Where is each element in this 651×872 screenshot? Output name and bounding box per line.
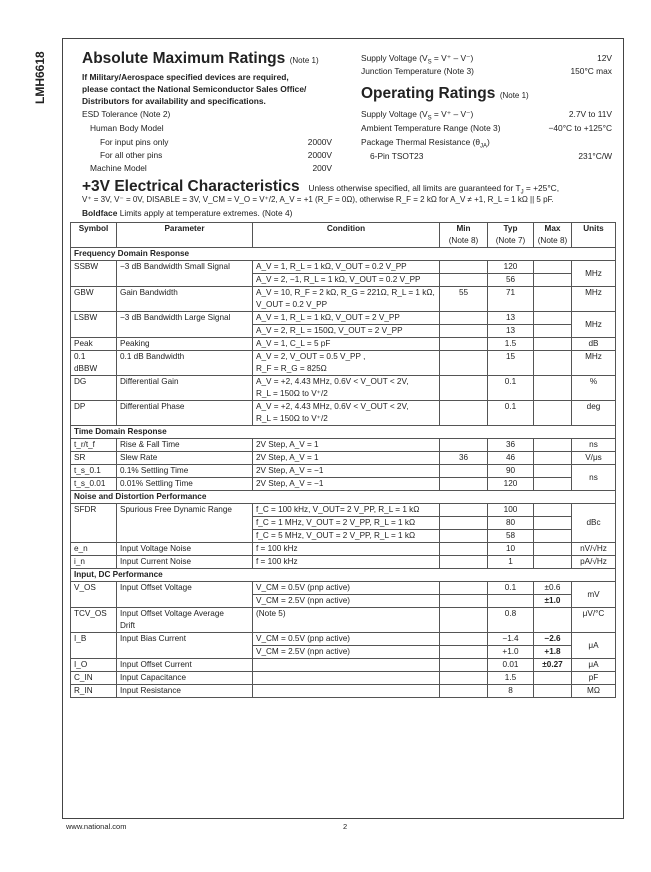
military-notice: If Military/Aerospace specified devices are required, please contact the National Semiconductor Sales Office/ Distributors for availability and specifications. [82,72,307,106]
table-row: Peak Peaking A_V = 1, C_L = 5 pF 1.5 dB [71,338,616,351]
table-row: SFDR Spurious Free Dynamic Range f_C = 100 kHz, V_OUT= 2 V_PP, R_L = 1 kΩ 100 dBc [71,504,616,517]
table-row: LSBW −3 dB Bandwidth Large Signal A_V = 1, R_L = 1 kΩ, V_OUT = 2 V_PP 13 MHz [71,312,616,325]
op-heading: Operating Ratings (Note 1) [361,85,529,102]
table-row: I_O Input Offset Current 0.01 ±0.27 μA [71,659,616,672]
section-row: Time Domain Response [71,426,616,439]
table-row: t_s_0.1 0.1% Settling Time 2V Step, A_V = −1 90 ns [71,465,616,478]
op-supply-value: 2.7V to 11V [568,109,612,119]
side-part-label: LMH6618 [33,51,47,104]
tsot-label: 6-Pin TSOT23 [370,151,424,161]
tsot-value: 231°C/W [578,151,612,161]
hbm-label: Human Body Model [90,123,164,133]
table-row: I_B Input Bias Current V_CM = 0.5V (pnp active) −1.4 −2.6 μA [71,633,616,646]
abs-supply-value: 12V [597,53,612,63]
esd-label: ESD Tolerance (Note 2) [82,109,171,119]
input-pins-value: 2000V [307,137,332,147]
section-row: Input, DC Performance [71,569,616,582]
footer-site: www.national.com [66,822,127,831]
table-row: f_C = 5 MHz, V_OUT = 2 V_PP, R_L = 1 kΩ 58 [71,530,616,543]
abs-supply-label: Supply Voltage $(V_S = V^+ - V^-)$ [361,53,474,66]
table-row: f_C = 1 MHz, V_OUT = 2 V_PP, R_L = 1 kΩ 80 [71,517,616,530]
machine-model-value: 200V [312,163,332,173]
table-row: e_n Input Voltage Noise f = 100 kHz 10 nV/√Hz [71,543,616,556]
page-number: 2 [343,822,348,831]
table-row: R_IN Input Resistance 8 MΩ [71,685,616,698]
tj-value: 150°C max [570,66,612,76]
other-pins-label: For all other pins [100,150,163,160]
table-row: C_IN Input Capacitance 1.5 pF [71,672,616,685]
table-row: GBW Gain Bandwidth A_V = 10, R_F = 2 kΩ, R_G = 221Ω, R_L = 1 kΩ, V_OUT = 0.2 V_PP 55 71 MHz [71,287,616,312]
table-row: A_V = 2, R_L = 150Ω, V_OUT = 2 V_PP 13 [71,325,616,338]
table-row: V_CM = 2.5V (npn active) +1.0 +1.8 [71,646,616,659]
electrical-table [70,222,616,698]
table-header-row: Symbol Parameter Condition Min (Note 8) Typ (Note 7) Max (Note 8) Units [71,223,616,248]
tj-label: Junction Temperature (Note 3) [361,66,474,76]
section-row: Noise and Distortion Performance [71,491,616,504]
elec-conditions: V⁺ = 3V, V⁻ = 0V, DISABLE = 3V, V_CM = V_O = V⁺/2, A_V = +1 (R_F = 0Ω), otherwise R_F = 2 kΩ for A_V ≠ +1, R_L = 1 kΩ || 5 pF. [82,195,554,204]
section-row: Frequency Domain Response [71,248,616,261]
table-row: SSBW −3 dB Bandwidth Small Signal A_V = 1, R_L = 1 kΩ, V_OUT = 0.2 V_PP 120 MHz [71,261,616,274]
table-row: TCV_OS Input Offset Voltage Average Drift (Note 5) 0.8 μV/°C [71,608,616,633]
table-row: 0.1 dBBW 0.1 dB Bandwidth A_V = 2, V_OUT = 0.5 V_PP , R_F = R_G = 825Ω 15 MHz [71,351,616,376]
table-row: SR Slew Rate 2V Step, A_V = 1 36 46 V/μs [71,452,616,465]
table-row: DG Differential Gain A_V = +2, 4.43 MHz, 0.6V < V_OUT < 2V, R_L = 150Ω to V⁺/2 0.1 % [71,376,616,401]
table-row: A_V = 2, −1, R_L = 1 kΩ, V_OUT = 0.2 V_PP 56 [71,274,616,287]
table-row: i_n Input Current Noise f = 100 kHz 1 pA/√Hz [71,556,616,569]
op-supply-label: Supply Voltage $(V_S = V^+ - V^-)$ [361,109,474,122]
other-pins-value: 2000V [307,150,332,160]
elec-heading: +3V Electrical Characteristics Unless otherwise specified, all limits are guaranteed for $T_J = +25^\circ C$, [82,178,560,196]
table-row: t_r/t_f Rise & Fall Time 2V Step, A_V = 1 36 ns [71,439,616,452]
ambient-label: Ambient Temperature Range (Note 3) [361,123,501,133]
table-row: t_s_0.01 0.01% Settling Time 2V Step, A_V = −1 120 [71,478,616,491]
table-row: V_OS Input Offset Voltage V_CM = 0.5V (pnp active) 0.1 ±0.6 mV [71,582,616,595]
table-row: DP Differential Phase A_V = +2, 4.43 MHz, 0.6V < V_OUT < 2V, R_L = 150Ω to V⁺/2 0.1 deg [71,401,616,426]
table-row: V_CM = 2.5V (npn active) ±1.0 [71,595,616,608]
elec-boldface-note: Boldface Limits apply at temperature extremes. (Note 4) [82,208,293,218]
ambient-value: −40°C to +125°C [548,123,612,133]
thermal-label: Package Thermal Resistance $(\theta_{JA})$ [361,137,490,150]
input-pins-label: For input pins only [100,137,169,147]
machine-model-label: Machine Model [90,163,147,173]
abs-max-heading: Absolute Maximum Ratings (Note 1) [82,50,319,67]
